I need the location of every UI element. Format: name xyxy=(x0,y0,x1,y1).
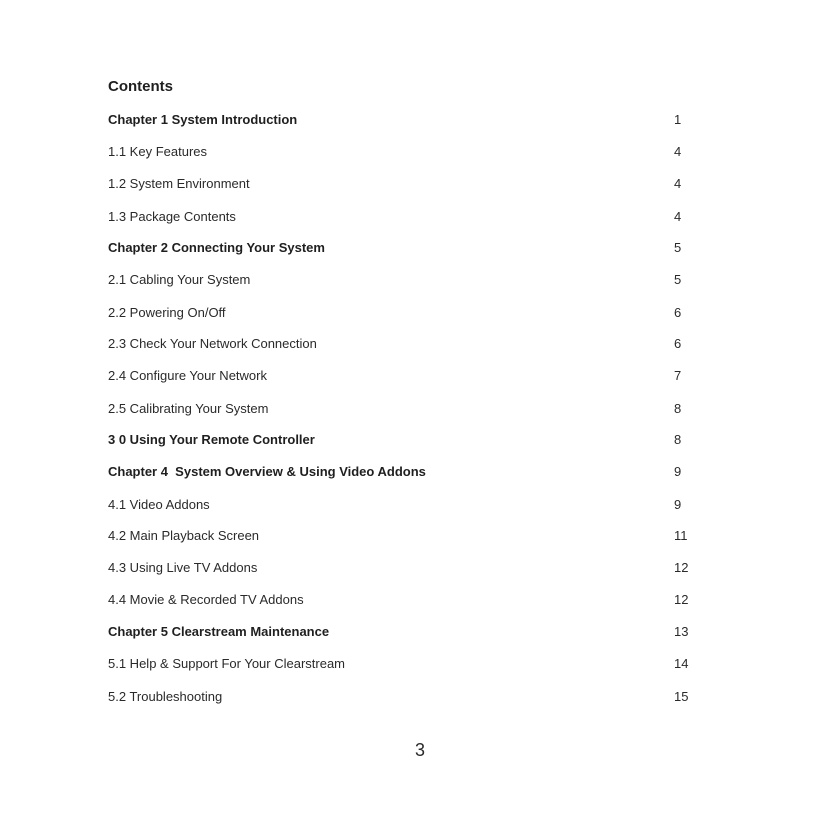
toc-entry-title: 5.2 Troubleshooting xyxy=(108,689,223,704)
toc-entry-page: 12 xyxy=(674,560,689,575)
toc-entry-title: Chapter 1 System Introduction xyxy=(108,112,298,127)
toc-section-entry[interactable] xyxy=(108,304,708,322)
toc-entry-title: Chapter 4 System Overview & Using Video Addons xyxy=(108,464,426,479)
toc-section-entry[interactable] xyxy=(108,271,708,289)
toc-entry-title: 1.3 Package Contents xyxy=(108,209,236,224)
toc-entry-title: 2.2 Powering On/Off xyxy=(108,305,226,320)
toc-entry-title: Chapter 2 Connecting Your System xyxy=(108,240,325,255)
toc-section-entry[interactable] xyxy=(108,367,708,385)
toc-chapter-entry[interactable] xyxy=(108,623,708,641)
toc-entry-title: 2.1 Cabling Your System xyxy=(108,272,251,287)
toc-entry-page: 9 xyxy=(674,497,682,512)
toc-section-entry[interactable] xyxy=(108,208,708,226)
toc-section-entry[interactable] xyxy=(108,143,708,161)
toc-entry-title: 1.1 Key Features xyxy=(108,144,207,159)
toc-entry-title: 4.3 Using Live TV Addons xyxy=(108,560,258,575)
toc-section-entry[interactable] xyxy=(108,688,708,706)
toc-section-entry[interactable] xyxy=(108,175,708,193)
toc-entry-page: 1 xyxy=(674,112,682,127)
toc-entry-title: 3 0 Using Your Remote Controller xyxy=(108,432,315,447)
toc-entry-title: 4.4 Movie & Recorded TV Addons xyxy=(108,592,304,607)
toc-entry-page: 15 xyxy=(674,689,689,704)
toc-chapter-entry[interactable] xyxy=(108,111,708,129)
toc-entry-page: 4 xyxy=(674,176,682,191)
toc-entry-page: 5 xyxy=(674,272,682,287)
toc-entry-title: 4.2 Main Playback Screen xyxy=(108,528,260,543)
toc-section-entry[interactable] xyxy=(108,335,708,353)
toc-entry-page: 8 xyxy=(674,432,682,447)
toc-entry-page: 5 xyxy=(674,240,682,255)
toc-section-entry[interactable] xyxy=(108,655,708,673)
toc-entry-page: 9 xyxy=(674,464,682,479)
toc-entry-page: 4 xyxy=(674,209,682,224)
toc-section-entry[interactable] xyxy=(108,496,708,514)
toc-entry-page: 6 xyxy=(674,305,682,320)
toc-section-entry[interactable] xyxy=(108,527,708,545)
toc-entry-title: 2.5 Calibrating Your System xyxy=(108,401,269,416)
toc-entry-page: 4 xyxy=(674,144,682,159)
page-number: 3 xyxy=(414,740,425,760)
contents-heading: Contents xyxy=(108,78,173,95)
toc-entry-title: 1.2 System Environment xyxy=(108,176,250,191)
toc-chapter-entry[interactable] xyxy=(108,431,708,449)
toc-entry-title: 5.1 Help & Support For Your Clearstream xyxy=(108,656,346,671)
toc-chapter-entry[interactable] xyxy=(108,463,708,481)
toc-entry-title: 2.3 Check Your Network Connection xyxy=(108,336,317,351)
toc-entry-title: 4.1 Video Addons xyxy=(108,497,210,512)
toc-entry-title: Chapter 5 Clearstream Maintenance xyxy=(108,624,330,639)
toc-entry-page: 14 xyxy=(674,656,689,671)
toc-section-entry[interactable] xyxy=(108,400,708,418)
toc-entry-page: 12 xyxy=(674,592,689,607)
toc-entry-page: 13 xyxy=(674,624,689,639)
toc-entry-page: 11 xyxy=(674,528,688,543)
toc-entry-title: 2.4 Configure Your Network xyxy=(108,368,267,383)
toc-entry-page: 7 xyxy=(674,368,682,383)
toc-section-entry[interactable] xyxy=(108,591,708,609)
toc-entry-page: 6 xyxy=(674,336,682,351)
toc-section-entry[interactable] xyxy=(108,559,708,577)
toc-entry-page: 8 xyxy=(674,401,682,416)
toc-chapter-entry[interactable] xyxy=(108,239,708,257)
